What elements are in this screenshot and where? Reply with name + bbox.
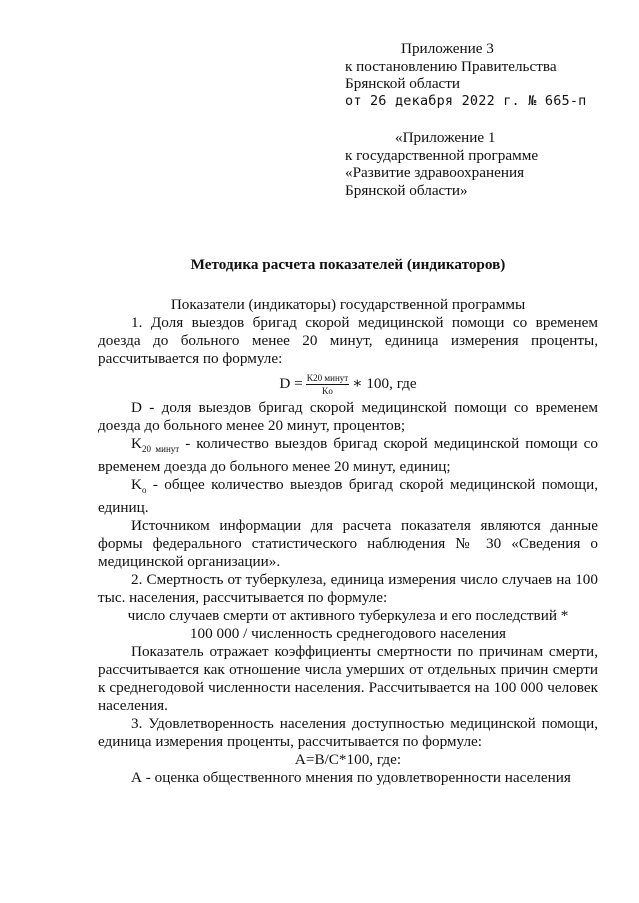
- item-2-explanation: Показатель отражает коэффициенты смертности по причинам смерти, рассчитывается как отношение числа умерших от отдельных причин смерти к среднегодовой численности населения. Рассчитывается на 100 000 человек населения.: [98, 643, 598, 715]
- ko-text: - общее количество выездов бригад скорой медицинской помощи, единиц.: [98, 476, 598, 517]
- appendix-resolution-line: к постановлению Правительства: [345, 57, 557, 75]
- program-appendix-line3: «Развитие здравоохранения: [345, 164, 525, 181]
- ko-subscript: o: [141, 485, 147, 496]
- program-appendix-header: [345, 129, 625, 199]
- ko-symbol: K: [131, 476, 142, 494]
- item-2-formula-line2: 100 000 / численность среднегодового населения: [189, 625, 507, 643]
- item-1-formula: [98, 369, 598, 399]
- formula-denominator: Ko: [321, 385, 333, 396]
- document-body: [98, 256, 598, 787]
- appendix-number: Приложение 3: [401, 40, 494, 57]
- item-3-formula: A=B/C*100, где:: [294, 751, 402, 769]
- item-3-text: 3. Удовлетворенность населения доступностью медицинской помощи, единица измерения проценты, рассчитывается по формуле:: [98, 715, 598, 751]
- formula-fraction: [306, 373, 350, 396]
- appendix-region-line: Брянской области: [345, 75, 461, 92]
- program-appendix-line2: к государственной программе: [345, 146, 539, 164]
- formula-rhs: ∗ 100, где: [352, 375, 417, 392]
- program-appendix-line4: Брянской области»: [345, 181, 468, 199]
- item-3-definition-a: А - оценка общественного мнения по удовлетворенности населения: [131, 769, 571, 787]
- k20-symbol: K: [131, 435, 142, 452]
- appendix-header: [345, 40, 625, 110]
- k20-text: - количество выездов бригад скорой медицинской помощи со временем доезда до больного менее 20 минут, единиц;: [98, 435, 599, 476]
- document-subtitle: Показатели (индикаторы) государственной программы: [170, 296, 526, 313]
- document-title: Методика расчета показателей (индикаторов): [190, 256, 506, 273]
- formula-lhs: D =: [279, 375, 303, 392]
- item-2-text: 2. Смертность от туберкулеза, единица измерения число случаев на 100 тыс. населения, рассчитывается по формуле:: [98, 571, 598, 607]
- program-appendix-number: «Приложение 1: [395, 129, 496, 146]
- resolution-date-number: от 26 декабря 2022 г. № 665-п: [345, 92, 587, 109]
- item-2-formula-line1: число случаев смерти от активного туберкулеза и его последствий *: [127, 607, 569, 625]
- k20-subscript: 20 минут: [141, 444, 180, 455]
- item-1-definition-k20: [98, 435, 598, 476]
- formula-numerator: K20 минут: [306, 372, 349, 383]
- item-1-text: 1. Доля выездов бригад скорой медицинской помощи со временем доезда до больного менее 20 минут, единица измерения проценты, рассчитывается по формуле:: [98, 314, 598, 367]
- item-1-source: Источником информации для расчета показателя являются данные формы федерального статистического наблюдения № 30 «Сведения о медицинской организации».: [98, 517, 598, 571]
- item-1-definition-d: D - доля выездов бригад скорой медицинской помощи со временем доезда до больного менее 20 минут, процентов;: [98, 399, 598, 434]
- item-1-definition-ko: [98, 476, 598, 517]
